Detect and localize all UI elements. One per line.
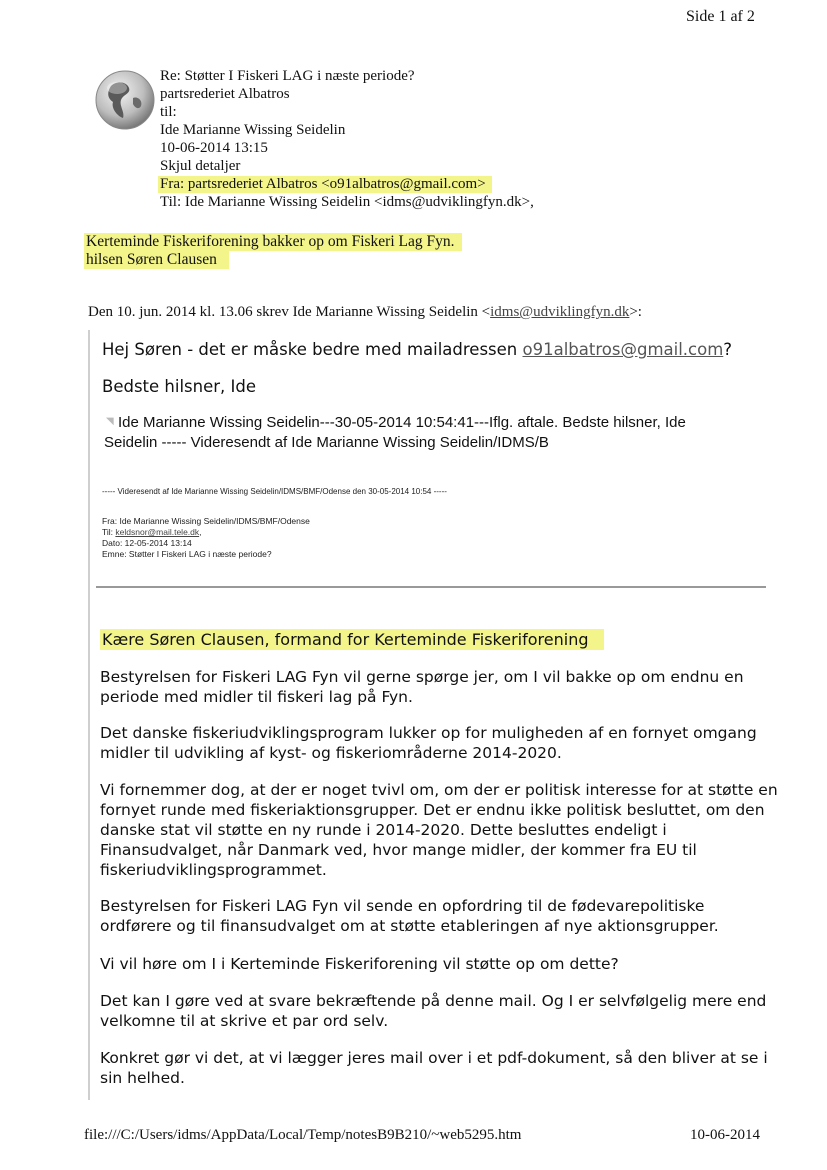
- email-datetime: 10-06-2014 13:15: [160, 140, 268, 156]
- quoted-greeting-end: ?: [723, 340, 733, 359]
- hide-details-link[interactable]: Skjul detaljer: [160, 158, 241, 174]
- from-line: Fra: partsrederiet Albatros <o91albatros@gmail.com>: [158, 176, 492, 193]
- footer-date: 10-06-2014: [690, 1127, 760, 1143]
- meta-to: [102, 527, 202, 537]
- quote-intro-email-link[interactable]: idms@udviklingfyn.dk: [490, 304, 630, 320]
- meta-subject: Emne: Støtter I Fiskeri LAG i næste periode?: [102, 549, 272, 559]
- footer-file-path: file:///C:/Users/idms/AppData/Local/Temp/notesB9B210/~web5295.htm: [84, 1127, 522, 1143]
- to-label: til:: [160, 104, 177, 120]
- letter-paragraph: Vi fornemmer dog, at der er noget tvivl om, om der er politisk interesse for at støtte en fornyet runde med fiskeriaktionsgrupper. Det er endnu ikke politisk besluttet, om den danske stat vil støtte en ny runde i 2014-2020. Dette besluttes endeligt i Finansudvalget, når Danmark ved, hvor mange midler, der kommer fra EU til fiskeriudviklingsprogrammet.: [100, 781, 778, 879]
- quote-intro: [88, 304, 642, 321]
- letter-paragraph: Vi vil høre om I i Kerteminde Fiskeriforening vil støtte op om dette?: [100, 955, 619, 973]
- meta-to-label: Til:: [102, 527, 116, 537]
- reply-line-2: hilsen Søren Clausen: [84, 251, 229, 269]
- quoted-regards: Bedste hilsner, Ide: [102, 377, 257, 396]
- letter-paragraph: Bestyrelsen for Fiskeri LAG Fyn vil gerne spørge jer, om I vil bakke op om endnu en periode med midler til fiskeri lag på Fyn.: [100, 668, 744, 706]
- quote-intro-prefix: Den 10. jun. 2014 kl. 13.06 skrev Ide Marianne Wissing Seidelin <: [88, 304, 491, 320]
- recipient-name: Ide Marianne Wissing Seidelin: [160, 122, 346, 138]
- meta-to-end: ,: [199, 527, 202, 537]
- to-line: [160, 194, 534, 211]
- forward-summary-line-2: Seidelin ----- Videresendt af Ide Marianne Wissing Seidelin/IDMS/B: [104, 434, 549, 451]
- quote-bar: [88, 330, 90, 1100]
- quote-intro-suffix: >:: [629, 304, 642, 320]
- letter-paragraph: Det danske fiskeriudviklingsprogram lukker op for muligheden af en fornyet omgang midler til udvikling af kyst- og fiskeriområderne 2014-2020.: [100, 724, 757, 762]
- letter-paragraph: Det kan I gøre ved at svare bekræftende på denne mail. Og I er selvfølgelig mere end velkomne til at skrive et par ord selv.: [100, 992, 767, 1030]
- forward-marker-icon: ◥: [106, 416, 114, 427]
- meta-to-email-link[interactable]: keldsnor@mail.tele.dk: [115, 527, 200, 537]
- sender-name: partsrederiet Albatros: [160, 86, 290, 102]
- quoted-greeting-email-link[interactable]: o91albatros@gmail.com: [522, 340, 724, 359]
- letter-paragraph: Bestyrelsen for Fiskeri LAG Fyn vil sende en opfordring til de fødevarepolitiske ordførere og til finansudvalget om at støtte etableringen af nye aktionsgrupper.: [100, 897, 719, 935]
- meta-from: Fra: Ide Marianne Wissing Seidelin/IDMS/BMF/Odense: [102, 516, 310, 526]
- email-subject: Re: Støtter I Fiskeri LAG i næste periode?: [160, 68, 415, 84]
- letter-paragraph: Konkret gør vi det, at vi lægger jeres mail over i et pdf-dokument, så den bliver at se i sin helhed.: [100, 1049, 768, 1087]
- sender-avatar: [93, 68, 157, 132]
- page-number: Side 1 af 2: [686, 8, 755, 25]
- forwarded-by-line: ----- Videresendt af Ide Marianne Wissing Seidelin/IDMS/BMF/Odense den 30-05-2014 10:54 -----: [102, 487, 447, 496]
- quoted-greeting: [102, 340, 732, 359]
- globe-icon: [93, 68, 157, 132]
- to-line-prefix: Til: Ide Marianne Wissing Seidelin <: [160, 194, 383, 210]
- letter-salutation: Kære Søren Clausen, formand for Kerteminde Fiskeriforening: [100, 629, 604, 650]
- reply-line-1: Kerteminde Fiskeriforening bakker op om Fiskeri Lag Fyn.: [84, 233, 462, 251]
- forward-summary-line-1: Ide Marianne Wissing Seidelin---30-05-2014 10:54:41---Iflg. aftale. Bedste hilsner, Ide: [118, 414, 686, 431]
- to-line-suffix: >,: [521, 194, 534, 210]
- meta-date: Dato: 12-05-2014 13:14: [102, 538, 192, 548]
- quoted-greeting-text: Hej Søren - det er måske bedre med mailadressen: [102, 340, 523, 359]
- to-line-email[interactable]: idms@udviklingfyn.dk: [382, 194, 522, 210]
- divider: [96, 586, 766, 588]
